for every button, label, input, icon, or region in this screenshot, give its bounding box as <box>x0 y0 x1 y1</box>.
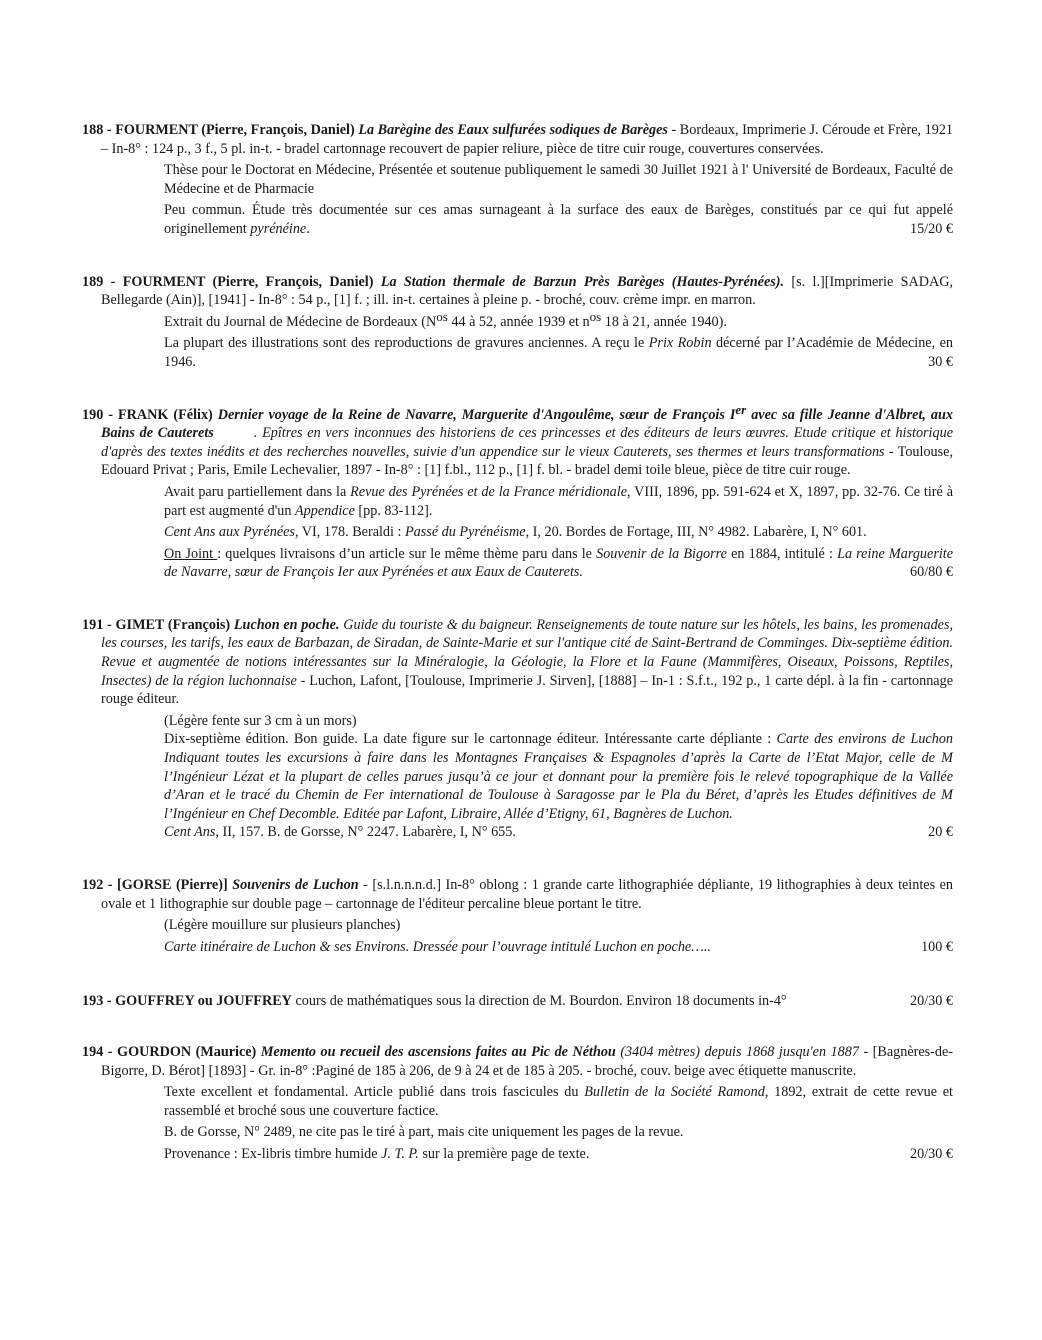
entry-price: 15/20 € <box>910 220 953 237</box>
note-text: , 1892, extrait de cette revue et rassemblé et broché sous une couverture factice. <box>164 1084 953 1119</box>
note-text: en 1884, intitulé : <box>726 545 838 562</box>
entry-heading <box>82 401 954 480</box>
catalog-entry-188 <box>82 121 953 239</box>
entry-heading <box>82 616 953 709</box>
note-italic: Carte itinéraire de Luchon & ses Environs. Dressée pour l’ouvrage intitulé Luchon en poche….. <box>164 938 711 955</box>
entry-publication: cours de mathématiques sous la direction de M. Bourdon. Environ 18 documents in-4° <box>291 993 787 1010</box>
entry-author: GOUFFREY ou JOUFFREY <box>115 993 292 1010</box>
note-text: sur la première page de texte. <box>418 1145 590 1162</box>
entry-publication: - Luchon, Lafont, [Toulouse, Imprimerie J. Sirven], [1888] – In-1 : S.f.t., 192 p., 1 carte dépl. à la fin - cartonnage rouge éditeur. <box>101 672 953 708</box>
title-superscript: er <box>735 401 747 417</box>
entry-note <box>164 730 953 823</box>
note-text: : quelques livraisons d’un article sur le même thème paru dans le <box>217 545 597 562</box>
note-underlined: On Joint <box>164 545 218 562</box>
entry-note <box>164 308 953 332</box>
note-italic: Cent Ans aux Pyrénées <box>164 524 295 541</box>
entry-price: 100 € <box>921 938 953 955</box>
note-italic: Carte des environs de Luchon Indiquant toutes les excursions à faire dans les Montagnes Françaises & Espagnoles d’après la Carte de l’Etat Major, celle de M l’Ingénieur Lézat et la plupart de celles parues jusqu’à ce jour et donnant pour la première fois le relevé topographique de la Vallée d’Aran et le tracé du Chemin de Fer international de Toulouse à Saragosse par le Pla du Béret, d’après les Etudes définitives de M l’Ingénieur en Chef Decomble. Editée par Lafont, Libraire, Allée d’Etigny, 61, Bagnères de Luchon. <box>164 731 954 822</box>
note-italic: Revue des Pyrénées et de la France méridionale <box>350 483 628 500</box>
entry-number: 191 - <box>82 616 112 633</box>
entry-note <box>164 1145 953 1164</box>
entry-heading <box>82 992 953 1011</box>
catalog-entry-191 <box>82 616 953 842</box>
note-italic: Appendice <box>295 502 355 519</box>
title-text: avec sa fille Jeanne d'Albret, aux Bains de Cauterets <box>101 406 954 442</box>
note-italic: Bulletin de la Société Ramond <box>584 1084 765 1101</box>
note-text: Provenance : Ex-libris timbre humide <box>164 1145 382 1162</box>
entry-title: Luchon en poche. <box>233 616 340 633</box>
entry-note <box>164 1083 953 1120</box>
note-text: , VIII, 1896, pp. 591-624 et X, 1897, pp. 32-76. Ce tiré à part est augmenté d'un <box>164 483 954 519</box>
entry-publication: - [Bagnères-de-Bigorre, D. Bérot] [1893] - Gr. in-8° :Paginé de 185 à 206, de 9 à 24 et de 185 à 205. - broché, couv. beige avec étiquette manuscrite. <box>101 1043 954 1079</box>
note-italic: Souvenir de la Bigorre <box>596 545 727 562</box>
note-text: Peu commun. Étude très documentée sur ces amas surnageant à la surface des eaux de Barèges, constitués par ce qui fut appelé originellement <box>164 202 953 237</box>
entry-author: [GORSE (Pierre)] <box>117 877 228 893</box>
note-text: 44 à 52, année 1939 et n <box>447 313 590 330</box>
note-italic: J. T. P. <box>381 1145 419 1162</box>
entry-heading <box>82 121 953 158</box>
entry-price: 60/80 € <box>910 564 953 581</box>
note-italic: Cent Ans <box>164 824 216 841</box>
entry-publication: - Toulouse, Edouard Privat ; Paris, Emile Lechevalier, 1897 - In-8° : [1] f.bl., 112 p., [1] f. bl. - bradel demi toile bleue, pièce de titre cuir rouge. <box>101 443 954 479</box>
entry-price: 20/30 € <box>910 1145 953 1162</box>
entry-publication: [s. l.][Imprimerie SADAG, Bellegarde (Ain)], [1941] - In-8° : 54 p., [1] f. ; ill. in-t. certaines à pleine p. - broché, couv. crème impr. en marron. <box>101 273 954 309</box>
note-italic: La reine Marguerite de Navarre, sœur de François Ier aux Pyrénées et aux Eaux de Cauterets. <box>164 545 954 581</box>
entry-author: GOURDON (Maurice) <box>117 1043 257 1060</box>
note-text: La plupart des illustrations sont des reproductions de gravures anciennes. A reçu le <box>164 335 649 352</box>
catalog-entry-193 <box>82 992 953 1011</box>
entry-number: 188 - <box>82 122 112 138</box>
entry-note <box>164 483 953 520</box>
entry-title: La Barègine des Eaux sulfurées sodiques de Barèges <box>358 122 668 138</box>
entry-note <box>164 334 953 371</box>
catalog-entry-190 <box>82 401 954 582</box>
note-text: Extrait du Journal de Médecine de Bordeaux (N <box>164 313 437 330</box>
entry-author: FOURMENT (Pierre, François, Daniel) <box>122 273 374 290</box>
entry-note: B. de Gorsse, N° 2489, ne cite pas le tiré à part, mais cite uniquement les pages de la revue. <box>164 1124 684 1141</box>
entry-publication: - [s.l.n.n.n.d.] In-8° oblong : 1 grande carte lithographiée dépliante, 19 lithographies à deux teintes en ovale et 1 lithographie sur double page – cartonnage de l'éditeur percaline bleue portant le titre. <box>101 877 954 912</box>
title-text: Dernier voyage de la Reine de Navarre, Marguerite d'Angoulême, sœur de François I <box>217 406 736 423</box>
entry-heading <box>82 1043 953 1080</box>
note-text: décerné par l’Académie de Médecine, en 1946. <box>164 335 953 370</box>
note-text: , VI, 178. Beraldi : <box>294 524 406 541</box>
entry-title: Memento ou recueil des ascensions faites au Pic de Néthou <box>260 1043 616 1060</box>
entry-publication: - Bordeaux, Imprimerie J. Céroude et Frère, 1921 – In-8° : 124 p., 3 f., 5 pl. in-t. - bradel cartonnage recouvert de papier reliure, pièce de titre cuir rouge, couvertures conservées. <box>101 122 954 157</box>
note-text: , I, 20. Bordes de Fortage, III, N° 4982. Labarère, I, N° 601. <box>525 524 867 541</box>
entry-note: (Légère fente sur 3 cm à un mors) <box>164 712 357 729</box>
catalog-entry-189 <box>82 273 953 372</box>
entry-note <box>164 823 953 842</box>
entry-title: La Station thermale de Barzun Près Barèges (Hautes-Pyrénées). <box>380 273 785 290</box>
note-superscript: os <box>589 308 602 324</box>
catalog-entry-194 <box>82 1043 953 1164</box>
entry-note <box>164 523 953 542</box>
note-text: [pp. 83-112]. <box>354 502 433 519</box>
entry-author: FRANK (Félix) <box>117 406 213 423</box>
note-text: Dix-septième édition. Bon guide. La date figure sur le cartonnage éditeur. Intéressante carte dépliante : <box>164 731 777 748</box>
entry-author: FOURMENT (Pierre, François, Daniel) <box>115 122 355 138</box>
entry-number: 192 - <box>82 877 113 893</box>
catalog-page <box>82 121 953 1164</box>
entry-note: Thèse pour le Doctorat en Médecine, Présentée et soutenue publiquement le samedi 30 Juillet 1921 à l' Université de Bordeaux, Faculté de Médecine et de Pharmacie <box>164 162 953 197</box>
entry-author: GIMET (François) <box>115 616 231 633</box>
entry-number: 193 - <box>82 993 112 1010</box>
entry-title: Souvenirs de Luchon <box>232 877 359 893</box>
entry-price: 30 € <box>928 353 953 370</box>
entry-heading <box>82 876 953 913</box>
entry-subtitle: (3404 mètres) depuis 1868 jusqu'en 1887 <box>615 1043 859 1060</box>
entry-price: 20 € <box>928 824 953 841</box>
note-text: Texte excellent et fondamental. Article publié dans trois fascicules du <box>164 1084 585 1101</box>
entry-note <box>164 545 953 582</box>
note-italic: Prix Robin <box>648 335 712 352</box>
note-text: Avait paru partiellement dans la <box>164 483 351 500</box>
entry-price: 20/30 € <box>910 993 953 1010</box>
note-text: 18 à 21, année 1940). <box>601 313 727 330</box>
entry-heading <box>82 273 953 310</box>
note-text: . <box>306 220 310 237</box>
entry-subtitle: Guide du touriste & du baigneur. Renseignements de toute nature sur les hôtels, les bains, les promenades, les courses, les tarifs, les eaux de Barbazan, de Siradan, de Sainte-Marie et sur l'antique cité de Saint-Bertrand de Comminges. Dix-septième édition. Revue et augmentée de notions intéressantes sur la Minéralogie, la Géologie, la Flore et la Faune (Mammifères, Oiseaux, Poissons, Reptiles, Insectes) de la région luchonnaise <box>101 616 954 689</box>
note-italic: Passé du Pyrénéisme <box>405 524 526 541</box>
note-italic: pyrénéine <box>250 220 307 237</box>
entry-note <box>164 938 953 957</box>
catalog-entry-192 <box>82 876 953 956</box>
entry-subtitle: . Epîtres en vers inconnues des historiens de ces princesses et des éditeurs de leurs œuvres. Etude critique et historique d'après des textes inédits et des recherches nouvelles, suivie d'un appendice sur le vieux Cauterets, ses thermes et leurs transformations <box>101 425 953 460</box>
entry-number: 189 - <box>82 273 116 290</box>
entry-number: 190 - <box>82 406 113 423</box>
note-text: , II, 157. B. de Gorsse, N° 2247. Labarère, I, N° 655. <box>215 824 516 841</box>
note-superscript: os <box>436 308 448 324</box>
entry-number: 194 - <box>82 1043 113 1060</box>
entry-note <box>164 201 953 238</box>
entry-note: (Légère mouillure sur plusieurs planches) <box>164 917 401 934</box>
